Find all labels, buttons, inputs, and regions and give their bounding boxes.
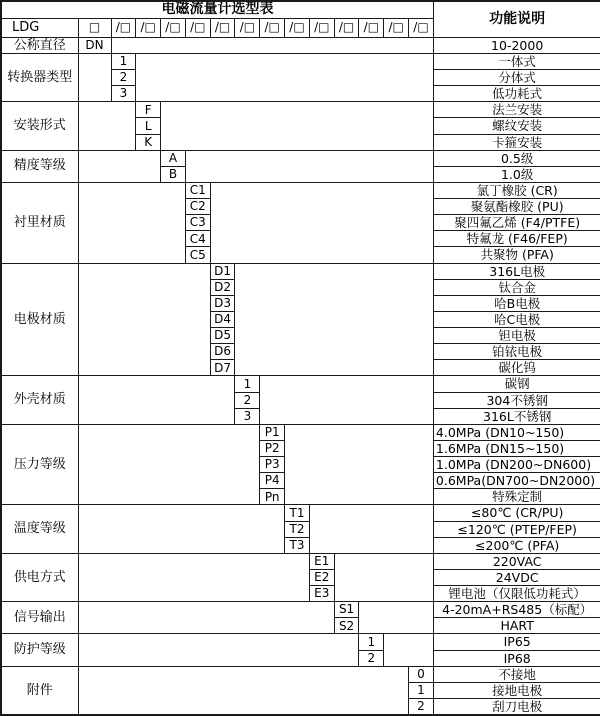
- spacer-cell: [78, 182, 185, 263]
- spacer-cell: [78, 424, 260, 505]
- spacer-cell: [161, 102, 434, 150]
- code-cell: 2: [359, 650, 384, 666]
- code-cell: 3: [111, 86, 136, 102]
- category-label: 压力等级: [1, 424, 78, 505]
- code-cell: P2: [260, 440, 285, 456]
- spacer-cell: [210, 182, 433, 263]
- model-slash-box: /□: [136, 18, 161, 37]
- code-cell: 3: [235, 408, 260, 424]
- desc-cell: 0.5级: [433, 150, 600, 166]
- code-cell: P1: [260, 424, 285, 440]
- model-prefix: LDG: [1, 18, 78, 37]
- code-cell: C2: [185, 199, 210, 215]
- category-label: 衬里材质: [1, 182, 78, 263]
- model-slash-box: /□: [161, 18, 186, 37]
- code-cell: D6: [210, 344, 235, 360]
- code-cell: P3: [260, 457, 285, 473]
- desc-cell: 不接地: [433, 666, 600, 682]
- desc-cell: 316L电极: [433, 263, 600, 279]
- model-slash-box: /□: [334, 18, 359, 37]
- model-slash-box: /□: [285, 18, 310, 37]
- spacer-cell: [78, 150, 161, 182]
- desc-cell: 1.6MPa (DN15~150): [433, 440, 600, 456]
- code-cell: S2: [334, 618, 359, 634]
- spacer-cell: [78, 376, 235, 424]
- code-cell: B: [161, 166, 186, 182]
- desc-cell: 锂电池（仅限低功耗式）: [433, 586, 600, 602]
- desc-cell: 1.0MPa (DN200~DN600): [433, 457, 600, 473]
- desc-cell: 低功耗式: [433, 86, 600, 102]
- spacer-cell: [78, 634, 359, 666]
- model-slash-box: /□: [111, 18, 136, 37]
- spacer-cell: [78, 53, 111, 101]
- desc-cell: 碳钢: [433, 376, 600, 392]
- code-cell: D7: [210, 360, 235, 376]
- code-cell: 2: [111, 70, 136, 86]
- model-slash-box: /□: [210, 18, 235, 37]
- desc-cell: 接地电极: [433, 682, 600, 698]
- category-label: 安装形式: [1, 102, 78, 150]
- spacer-cell: [136, 53, 434, 101]
- desc-cell: 法兰安装: [433, 102, 600, 118]
- code-cell: T3: [285, 537, 310, 553]
- desc-cell: 一体式: [433, 53, 600, 69]
- desc-cell: 4.0MPa (DN10~150): [433, 424, 600, 440]
- code-cell: 0: [409, 666, 434, 682]
- code-cell: C4: [185, 231, 210, 247]
- desc-cell: IP68: [433, 650, 600, 666]
- desc-cell: 10-2000: [433, 37, 600, 53]
- desc-cell: 钽电极: [433, 328, 600, 344]
- desc-cell: 特殊定制: [433, 489, 600, 505]
- desc-cell: 哈C电极: [433, 311, 600, 327]
- desc-cell: 特氟龙 (F46/FEP): [433, 231, 600, 247]
- model-slash-box: /□: [185, 18, 210, 37]
- code-cell: Pn: [260, 489, 285, 505]
- spacer-cell: [78, 666, 409, 715]
- desc-cell: 304不锈钢: [433, 392, 600, 408]
- code-cell: 1: [111, 53, 136, 69]
- category-label: 信号输出: [1, 602, 78, 634]
- spacer-cell: [78, 102, 136, 150]
- code-cell: C5: [185, 247, 210, 263]
- spacer-cell: [78, 505, 285, 553]
- desc-cell: 316L不锈钢: [433, 408, 600, 424]
- code-cell: 1: [409, 682, 434, 698]
- code-cell: S1: [334, 602, 359, 618]
- desc-cell: 卡箍安装: [433, 134, 600, 150]
- model-base-box: □: [78, 18, 111, 37]
- spacer-cell: [359, 602, 433, 634]
- model-slash-box: /□: [359, 18, 384, 37]
- spacer-cell: [384, 634, 434, 666]
- category-label: 供电方式: [1, 553, 78, 601]
- code-cell: E3: [309, 586, 334, 602]
- desc-cell: 0.6MPa(DN700~DN2000): [433, 473, 600, 489]
- spacer-cell: [78, 553, 309, 601]
- category-label: 外壳材质: [1, 376, 78, 424]
- model-slash-box: /□: [260, 18, 285, 37]
- desc-cell: 4-20mA+RS485（标配）: [433, 602, 600, 618]
- spacer-cell: [334, 553, 433, 601]
- category-label: 温度等级: [1, 505, 78, 553]
- model-slash-box: /□: [409, 18, 434, 37]
- code-cell: T2: [285, 521, 310, 537]
- spacer-cell: [78, 602, 334, 634]
- model-slash-box: /□: [384, 18, 409, 37]
- desc-cell: ≤80℃ (CR/PU): [433, 505, 600, 521]
- category-label: 转换器类型: [1, 53, 78, 101]
- code-cell: L: [136, 118, 161, 134]
- code-cell: P4: [260, 473, 285, 489]
- code-cell: D4: [210, 311, 235, 327]
- code-cell: D5: [210, 328, 235, 344]
- desc-cell: 220VAC: [433, 553, 600, 569]
- spacer-cell: [285, 424, 434, 505]
- category-label: 电极材质: [1, 263, 78, 376]
- code-cell: 2: [235, 392, 260, 408]
- code-cell: T1: [285, 505, 310, 521]
- spacer-cell: [235, 263, 433, 376]
- code-cell: 1: [359, 634, 384, 650]
- model-slash-box: /□: [309, 18, 334, 37]
- spacer-cell: [309, 505, 433, 553]
- code-cell: D3: [210, 295, 235, 311]
- desc-cell: 螺纹安装: [433, 118, 600, 134]
- code-cell: F: [136, 102, 161, 118]
- desc-cell: 聚氨酯橡胶 (PU): [433, 199, 600, 215]
- code-cell: C3: [185, 215, 210, 231]
- code-cell: A: [161, 150, 186, 166]
- code-cell: 1: [235, 376, 260, 392]
- desc-cell: 钛合金: [433, 279, 600, 295]
- desc-cell: 分体式: [433, 70, 600, 86]
- desc-cell: 铂铱电极: [433, 344, 600, 360]
- desc-cell: 24VDC: [433, 569, 600, 585]
- code-cell: E2: [309, 569, 334, 585]
- code-cell: C1: [185, 182, 210, 198]
- code-cell: D2: [210, 279, 235, 295]
- function-column-header: 功能说明: [433, 1, 600, 37]
- spacer-cell: [111, 37, 433, 53]
- code-cell: 2: [409, 698, 434, 715]
- spacer-cell: [260, 376, 434, 424]
- code-cell: K: [136, 134, 161, 150]
- category-label: 附件: [1, 666, 78, 715]
- desc-cell: 氯丁橡胶 (CR): [433, 182, 600, 198]
- desc-cell: ≤200℃ (PFA): [433, 537, 600, 553]
- model-slash-box: /□: [235, 18, 260, 37]
- desc-cell: 刮刀电极: [433, 698, 600, 715]
- code-cell: D1: [210, 263, 235, 279]
- table-title: 电磁流量计选型表: [1, 1, 433, 18]
- spacer-cell: [78, 263, 210, 376]
- desc-cell: 聚四氟乙烯 (F4/PTFE): [433, 215, 600, 231]
- spacer-cell: [185, 150, 433, 182]
- desc-cell: IP65: [433, 634, 600, 650]
- desc-cell: ≤120℃ (PTEP/FEP): [433, 521, 600, 537]
- desc-cell: 哈B电极: [433, 295, 600, 311]
- code-cell: E1: [309, 553, 334, 569]
- desc-cell: 1.0级: [433, 166, 600, 182]
- desc-cell: 碳化钨: [433, 360, 600, 376]
- desc-cell: HART: [433, 618, 600, 634]
- category-label: 公称直径: [1, 37, 78, 53]
- category-label: 精度等级: [1, 150, 78, 182]
- code-cell: DN: [78, 37, 111, 53]
- desc-cell: 共聚物 (PFA): [433, 247, 600, 263]
- category-label: 防护等级: [1, 634, 78, 666]
